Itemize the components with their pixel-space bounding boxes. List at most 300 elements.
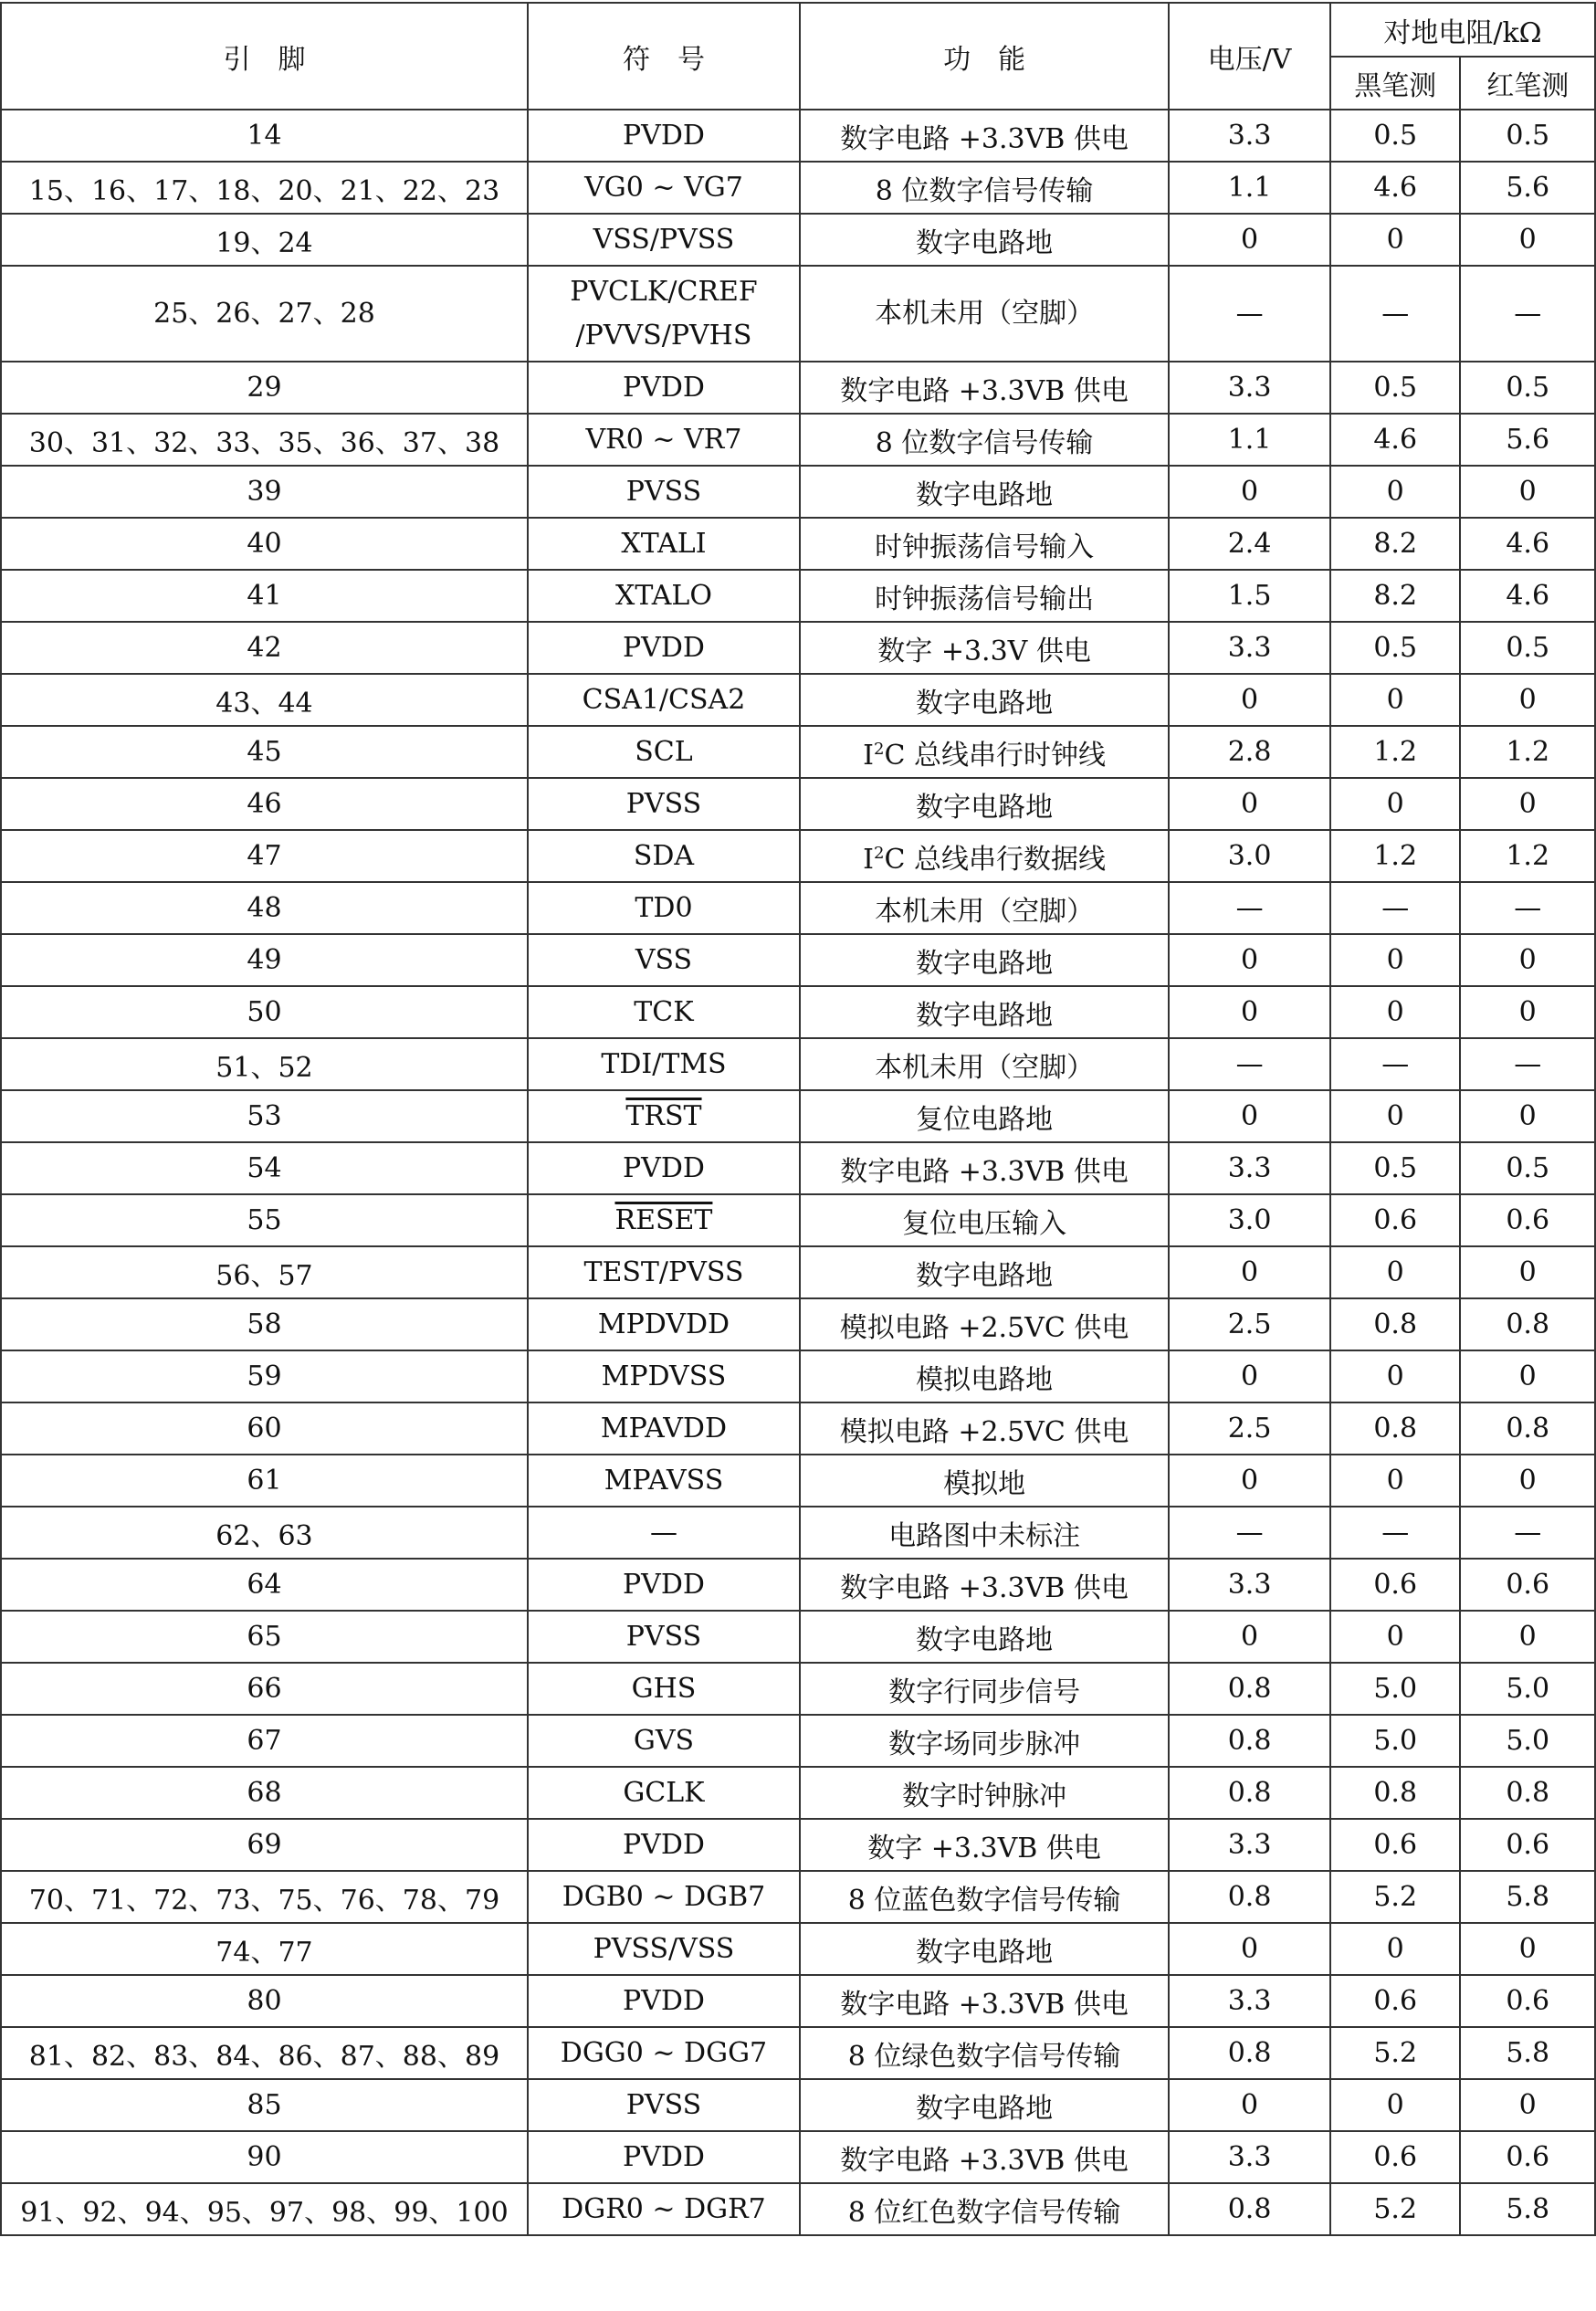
cell-function xyxy=(800,622,1169,674)
cell-voltage: 0.8 xyxy=(1169,2027,1330,2079)
cell-function xyxy=(800,2027,1169,2079)
cell-voltage: 0 xyxy=(1169,2079,1330,2131)
cell-red-probe: 0.6 xyxy=(1460,2131,1595,2183)
cell-function xyxy=(800,1350,1169,1402)
symbol-text: XTALI xyxy=(621,528,707,560)
symbol-text: TCK xyxy=(634,996,694,1028)
function-text: 8 位数字信号传输 xyxy=(875,174,1094,207)
symbol-text: RESET xyxy=(614,1204,713,1236)
cell-symbol xyxy=(528,1507,800,1559)
symbol-text: CSA1/CSA2 xyxy=(582,684,746,716)
cell-voltage: 1.1 xyxy=(1169,414,1330,466)
symbol-text: PVSS xyxy=(625,1621,702,1653)
cell-red-probe: — xyxy=(1460,882,1595,934)
table-row xyxy=(1,986,1595,1038)
function-text: 模拟地 xyxy=(943,1467,1026,1500)
cell-red-probe: 5.0 xyxy=(1460,1715,1595,1767)
cell-black-probe: 0.6 xyxy=(1330,1819,1460,1871)
symbol-text: TEST/PVSS xyxy=(583,1256,744,1288)
table-row xyxy=(1,726,1595,778)
table-row xyxy=(1,622,1595,674)
symbol-text: VSS/PVSS xyxy=(593,224,735,256)
cell-function xyxy=(800,830,1169,882)
table-row xyxy=(1,466,1595,518)
cell-red-probe: 0.5 xyxy=(1460,362,1595,414)
table-row xyxy=(1,1819,1595,1871)
cell-voltage: 0 xyxy=(1169,986,1330,1038)
cell-function xyxy=(800,1819,1169,1871)
cell-pin: 67 xyxy=(1,1715,528,1767)
cell-red-probe: 0 xyxy=(1460,934,1595,986)
cell-red-probe: 0.6 xyxy=(1460,1819,1595,1871)
cell-pin: 60 xyxy=(1,1402,528,1455)
cell-red-probe: 0 xyxy=(1460,214,1595,266)
symbol-text: PVDD xyxy=(622,2141,705,2173)
cell-red-probe: 0 xyxy=(1460,1923,1595,1975)
cell-pin: 40 xyxy=(1,518,528,570)
cell-pin: 59 xyxy=(1,1350,528,1402)
cell-black-probe: 8.2 xyxy=(1330,518,1460,570)
cell-voltage: 3.3 xyxy=(1169,1559,1330,1611)
cell-function xyxy=(800,1090,1169,1142)
symbol-text: SCL xyxy=(635,736,693,768)
table-row xyxy=(1,1350,1595,1402)
table-row xyxy=(1,1923,1595,1975)
cell-symbol xyxy=(528,162,800,214)
cell-pin: 19、24 xyxy=(1,214,528,266)
cell-pin: 39 xyxy=(1,466,528,518)
table-row xyxy=(1,362,1595,414)
table-row xyxy=(1,1663,1595,1715)
cell-red-probe: 0.6 xyxy=(1460,1559,1595,1611)
cell-pin: 30、31、32、33、35、36、37、38 xyxy=(1,414,528,466)
cell-pin: 66 xyxy=(1,1663,528,1715)
table-row xyxy=(1,214,1595,266)
cell-pin: 15、16、17、18、20、21、22、23 xyxy=(1,162,528,214)
cell-symbol xyxy=(528,882,800,934)
header-resistance: 对地电阻/kΩ xyxy=(1330,3,1595,57)
symbol-text: PVDD xyxy=(622,120,705,152)
cell-pin: 55 xyxy=(1,1194,528,1246)
table-header xyxy=(1,3,1595,110)
cell-red-probe: 5.6 xyxy=(1460,414,1595,466)
symbol-text: PVDD xyxy=(622,1829,705,1861)
cell-pin: 51、52 xyxy=(1,1038,528,1090)
cell-pin: 68 xyxy=(1,1767,528,1819)
symbol-text: GHS xyxy=(631,1673,697,1705)
cell-function xyxy=(800,466,1169,518)
cell-red-probe: 0 xyxy=(1460,1350,1595,1402)
cell-function xyxy=(800,1923,1169,1975)
function-text: C 总线串行时钟线 xyxy=(884,739,1106,772)
cell-black-probe: 0.6 xyxy=(1330,1194,1460,1246)
cell-black-probe: — xyxy=(1330,1038,1460,1090)
cell-function xyxy=(800,1611,1169,1663)
cell-voltage: 0.8 xyxy=(1169,1871,1330,1923)
cell-pin: 25、26、27、28 xyxy=(1,266,528,362)
function-text: 数字时钟脉冲 xyxy=(902,1780,1067,1812)
cell-symbol xyxy=(528,214,800,266)
cell-black-probe: 0 xyxy=(1330,986,1460,1038)
cell-symbol xyxy=(528,414,800,466)
cell-black-probe: 0.5 xyxy=(1330,1142,1460,1194)
cell-black-probe: 0.8 xyxy=(1330,1767,1460,1819)
cell-red-probe: — xyxy=(1460,1507,1595,1559)
cell-symbol xyxy=(528,466,800,518)
cell-black-probe: 0.6 xyxy=(1330,1559,1460,1611)
cell-black-probe: 5.2 xyxy=(1330,2183,1460,2235)
function-text: 本机未用（空脚） xyxy=(875,297,1095,330)
cell-voltage: 0.8 xyxy=(1169,1767,1330,1819)
cell-symbol xyxy=(528,570,800,622)
cell-function xyxy=(800,1142,1169,1194)
cell-red-probe: 0.5 xyxy=(1460,1142,1595,1194)
cell-function xyxy=(800,2131,1169,2183)
cell-red-probe: 1.2 xyxy=(1460,830,1595,882)
cell-voltage: 0 xyxy=(1169,778,1330,830)
cell-voltage: 2.4 xyxy=(1169,518,1330,570)
symbol-text: MPAVDD xyxy=(600,1413,728,1444)
cell-symbol xyxy=(528,1350,800,1402)
cell-black-probe: 0.5 xyxy=(1330,110,1460,162)
function-text: 数字电路 +3.3VB 供电 xyxy=(840,1571,1129,1604)
cell-voltage: — xyxy=(1169,1038,1330,1090)
cell-symbol xyxy=(528,1663,800,1715)
cell-function xyxy=(800,162,1169,214)
cell-function xyxy=(800,674,1169,726)
table-row xyxy=(1,1871,1595,1923)
cell-function xyxy=(800,1402,1169,1455)
cell-black-probe: 0 xyxy=(1330,1923,1460,1975)
table-row xyxy=(1,1559,1595,1611)
function-text: 复位电路地 xyxy=(916,1103,1054,1136)
symbol-text: TDI/TMS xyxy=(601,1048,727,1080)
cell-symbol xyxy=(528,1090,800,1142)
function-text: 8 位绿色数字信号传输 xyxy=(847,2040,1121,2073)
cell-red-probe: 0.6 xyxy=(1460,1975,1595,2027)
table-row xyxy=(1,1194,1595,1246)
cell-function xyxy=(800,778,1169,830)
cell-voltage: 3.3 xyxy=(1169,110,1330,162)
cell-voltage: 3.3 xyxy=(1169,362,1330,414)
cell-red-probe: — xyxy=(1460,266,1595,362)
cell-black-probe: 5.0 xyxy=(1330,1715,1460,1767)
cell-red-probe: 0 xyxy=(1460,986,1595,1038)
pin-table xyxy=(0,2,1596,2236)
cell-voltage: 0 xyxy=(1169,466,1330,518)
cell-pin: 54 xyxy=(1,1142,528,1194)
cell-red-probe: 0.8 xyxy=(1460,1298,1595,1350)
cell-symbol xyxy=(528,1611,800,1663)
table-row xyxy=(1,674,1595,726)
cell-function xyxy=(800,726,1169,778)
cell-pin: 46 xyxy=(1,778,528,830)
cell-voltage: 3.3 xyxy=(1169,2131,1330,2183)
cell-black-probe: 0 xyxy=(1330,466,1460,518)
cell-voltage: 3.0 xyxy=(1169,1194,1330,1246)
table-row xyxy=(1,2027,1595,2079)
table-row xyxy=(1,934,1595,986)
cell-symbol xyxy=(528,1975,800,2027)
function-text: 数字电路地 xyxy=(916,226,1054,259)
function-text: 数字电路 +3.3VB 供电 xyxy=(840,1988,1129,2021)
table-row xyxy=(1,1090,1595,1142)
symbol-text: VR0 ~ VR7 xyxy=(585,424,742,456)
cell-voltage: 0 xyxy=(1169,1923,1330,1975)
cell-pin: 45 xyxy=(1,726,528,778)
cell-black-probe: 5.0 xyxy=(1330,1663,1460,1715)
cell-function xyxy=(800,518,1169,570)
symbol-text: GVS xyxy=(633,1725,695,1757)
cell-black-probe: 0 xyxy=(1330,1246,1460,1298)
symbol-text: PVSS xyxy=(625,788,702,820)
cell-black-probe: 0.5 xyxy=(1330,622,1460,674)
cell-black-probe: 0 xyxy=(1330,214,1460,266)
cell-symbol xyxy=(528,1819,800,1871)
cell-function xyxy=(800,1507,1169,1559)
symbol-text: PVDD xyxy=(622,1152,705,1184)
cell-function xyxy=(800,1715,1169,1767)
cell-symbol xyxy=(528,830,800,882)
function-text: 复位电压输入 xyxy=(902,1207,1067,1240)
cell-pin: 41 xyxy=(1,570,528,622)
cell-black-probe: 1.2 xyxy=(1330,726,1460,778)
table-row xyxy=(1,882,1595,934)
symbol-text: GCLK xyxy=(623,1777,705,1809)
symbol-text: TD0 xyxy=(635,892,693,924)
cell-pin: 69 xyxy=(1,1819,528,1871)
cell-pin: 62、63 xyxy=(1,1507,528,1559)
table-row xyxy=(1,778,1595,830)
function-prefix: I xyxy=(863,843,875,876)
cell-pin: 90 xyxy=(1,2131,528,2183)
cell-function xyxy=(800,110,1169,162)
cell-pin: 50 xyxy=(1,986,528,1038)
function-text: 数字电路 +3.3VB 供电 xyxy=(840,374,1129,407)
cell-function xyxy=(800,1871,1169,1923)
cell-symbol xyxy=(528,518,800,570)
cell-symbol xyxy=(528,266,800,362)
cell-symbol xyxy=(528,674,800,726)
symbol-text: DGB0 ~ DGB7 xyxy=(562,1881,766,1913)
function-text: 数字电路 +3.3VB 供电 xyxy=(840,1155,1129,1188)
cell-voltage: 0 xyxy=(1169,1090,1330,1142)
cell-black-probe: 0 xyxy=(1330,2079,1460,2131)
table-row xyxy=(1,1715,1595,1767)
cell-function xyxy=(800,1246,1169,1298)
cell-symbol xyxy=(528,1871,800,1923)
cell-symbol xyxy=(528,1142,800,1194)
function-text: 数字行同步信号 xyxy=(888,1675,1081,1708)
function-text: 数字电路地 xyxy=(916,1936,1054,1969)
cell-pin: 80 xyxy=(1,1975,528,2027)
cell-voltage: 0 xyxy=(1169,674,1330,726)
cell-voltage: — xyxy=(1169,882,1330,934)
cell-voltage: 0 xyxy=(1169,214,1330,266)
cell-symbol xyxy=(528,778,800,830)
cell-black-probe: 1.2 xyxy=(1330,830,1460,882)
function-text: 数字 +3.3V 供电 xyxy=(877,635,1091,667)
symbol-text: TRST xyxy=(625,1100,702,1132)
header-function: 功 能 xyxy=(800,3,1169,110)
cell-voltage: 0 xyxy=(1169,1246,1330,1298)
cell-red-probe: 5.8 xyxy=(1460,2183,1595,2235)
cell-black-probe: — xyxy=(1330,882,1460,934)
cell-function xyxy=(800,414,1169,466)
cell-red-probe: 0 xyxy=(1460,674,1595,726)
cell-voltage: 0 xyxy=(1169,1350,1330,1402)
function-text: 8 位红色数字信号传输 xyxy=(847,2196,1121,2229)
cell-symbol xyxy=(528,1038,800,1090)
header-voltage: 电压/V xyxy=(1169,3,1330,110)
cell-red-probe: 0 xyxy=(1460,2079,1595,2131)
function-text: 数字场同步脉冲 xyxy=(888,1728,1081,1760)
cell-function xyxy=(800,1767,1169,1819)
cell-voltage: 3.0 xyxy=(1169,830,1330,882)
cell-pin: 61 xyxy=(1,1455,528,1507)
cell-symbol xyxy=(528,1455,800,1507)
cell-function xyxy=(800,986,1169,1038)
header-pin: 引 脚 xyxy=(1,3,528,110)
function-text: 数字电路地 xyxy=(916,1623,1054,1656)
cell-symbol xyxy=(528,1715,800,1767)
cell-voltage: — xyxy=(1169,266,1330,362)
cell-black-probe: 5.2 xyxy=(1330,2027,1460,2079)
cell-function xyxy=(800,1663,1169,1715)
cell-symbol xyxy=(528,986,800,1038)
cell-function xyxy=(800,1975,1169,2027)
function-text: 模拟电路 +2.5VC 供电 xyxy=(839,1311,1129,1344)
cell-red-probe: 5.8 xyxy=(1460,2027,1595,2079)
cell-symbol xyxy=(528,1767,800,1819)
cell-black-probe: 0 xyxy=(1330,1090,1460,1142)
cell-pin: 43、44 xyxy=(1,674,528,726)
cell-black-probe: 0 xyxy=(1330,934,1460,986)
table-row xyxy=(1,1038,1595,1090)
function-text: 数字电路 +3.3VB 供电 xyxy=(840,2144,1129,2177)
symbol-text: DGR0 ~ DGR7 xyxy=(562,2193,766,2225)
cell-voltage: 0 xyxy=(1169,934,1330,986)
table-row xyxy=(1,1402,1595,1455)
symbol-text: — xyxy=(649,1517,677,1549)
cell-red-probe: 0.8 xyxy=(1460,1767,1595,1819)
cell-red-probe: 0.6 xyxy=(1460,1194,1595,1246)
cell-red-probe: 0 xyxy=(1460,1455,1595,1507)
cell-voltage: 3.3 xyxy=(1169,1142,1330,1194)
table-row xyxy=(1,2079,1595,2131)
symbol-text: PVDD xyxy=(622,1569,705,1601)
cell-voltage: 0 xyxy=(1169,1455,1330,1507)
cell-voltage: — xyxy=(1169,1507,1330,1559)
table-row xyxy=(1,518,1595,570)
cell-pin: 49 xyxy=(1,934,528,986)
table-row xyxy=(1,1767,1595,1819)
cell-black-probe: 0.6 xyxy=(1330,1975,1460,2027)
table-row xyxy=(1,1142,1595,1194)
cell-function xyxy=(800,1038,1169,1090)
cell-symbol xyxy=(528,2079,800,2131)
cell-red-probe: 0 xyxy=(1460,1090,1595,1142)
table-row xyxy=(1,570,1595,622)
cell-function xyxy=(800,214,1169,266)
cell-voltage: 2.5 xyxy=(1169,1298,1330,1350)
cell-red-probe: 0 xyxy=(1460,778,1595,830)
function-text: 数字电路地 xyxy=(916,687,1054,720)
symbol-text: PVDD xyxy=(622,1985,705,2017)
cell-pin: 47 xyxy=(1,830,528,882)
cell-pin: 53 xyxy=(1,1090,528,1142)
cell-pin: 91、92、94、95、97、98、99、100 xyxy=(1,2183,528,2235)
table-row xyxy=(1,1611,1595,1663)
cell-black-probe: 0 xyxy=(1330,778,1460,830)
function-text: 模拟电路 +2.5VC 供电 xyxy=(839,1415,1129,1448)
cell-voltage: 0.8 xyxy=(1169,1663,1330,1715)
cell-voltage: 2.5 xyxy=(1169,1402,1330,1455)
cell-red-probe: 0.5 xyxy=(1460,110,1595,162)
function-text: 8 位数字信号传输 xyxy=(875,426,1094,459)
cell-symbol xyxy=(528,1298,800,1350)
function-superscript: 2 xyxy=(874,843,885,863)
symbol-text: VG0 ~ VG7 xyxy=(584,172,743,204)
symbol-text: PVSS xyxy=(625,2089,702,2121)
table-body xyxy=(1,110,1595,2235)
function-text: 数字电路地 xyxy=(916,791,1054,824)
cell-black-probe: — xyxy=(1330,266,1460,362)
cell-red-probe: 5.8 xyxy=(1460,1871,1595,1923)
table-row xyxy=(1,1975,1595,2027)
cell-black-probe: 0.5 xyxy=(1330,362,1460,414)
table-row xyxy=(1,1455,1595,1507)
symbol-text: SDA xyxy=(633,840,695,872)
cell-voltage: 3.3 xyxy=(1169,1819,1330,1871)
function-text: C 总线串行数据线 xyxy=(884,843,1106,876)
cell-function xyxy=(800,266,1169,362)
cell-function xyxy=(800,362,1169,414)
symbol-text: DGG0 ~ DGG7 xyxy=(560,2037,768,2069)
cell-black-probe: 0 xyxy=(1330,1611,1460,1663)
table-row xyxy=(1,266,1595,362)
cell-function xyxy=(800,882,1169,934)
symbol-text: PVDD xyxy=(622,632,705,664)
symbol-line-2: /PVVS/PVHS xyxy=(575,319,752,352)
cell-symbol xyxy=(528,2131,800,2183)
function-text: 电路图中未标注 xyxy=(888,1519,1081,1552)
cell-black-probe: 4.6 xyxy=(1330,162,1460,214)
cell-voltage: 1.5 xyxy=(1169,570,1330,622)
function-text: 数字电路地 xyxy=(916,947,1054,980)
cell-symbol xyxy=(528,1559,800,1611)
function-prefix: I xyxy=(863,739,875,772)
cell-black-probe: 5.2 xyxy=(1330,1871,1460,1923)
cell-pin: 70、71、72、73、75、76、78、79 xyxy=(1,1871,528,1923)
function-text: 本机未用（空脚） xyxy=(875,895,1095,928)
cell-function xyxy=(800,2079,1169,2131)
symbol-text: MPDVDD xyxy=(597,1308,730,1340)
header-red-probe: 红笔测 xyxy=(1460,57,1595,110)
symbol-text: MPDVSS xyxy=(601,1360,727,1392)
symbol-text: VSS xyxy=(635,944,693,976)
cell-red-probe: 0.5 xyxy=(1460,622,1595,674)
symbol-text: PVSS/VSS xyxy=(593,1933,735,1965)
function-text: 数字 +3.3VB 供电 xyxy=(867,1832,1101,1865)
cell-symbol xyxy=(528,2183,800,2235)
function-superscript: 2 xyxy=(874,739,885,759)
cell-symbol xyxy=(528,1923,800,1975)
function-text: 本机未用（空脚） xyxy=(875,1051,1095,1084)
table-row xyxy=(1,110,1595,162)
cell-red-probe: 0 xyxy=(1460,1246,1595,1298)
symbol-text: XTALO xyxy=(615,580,712,612)
